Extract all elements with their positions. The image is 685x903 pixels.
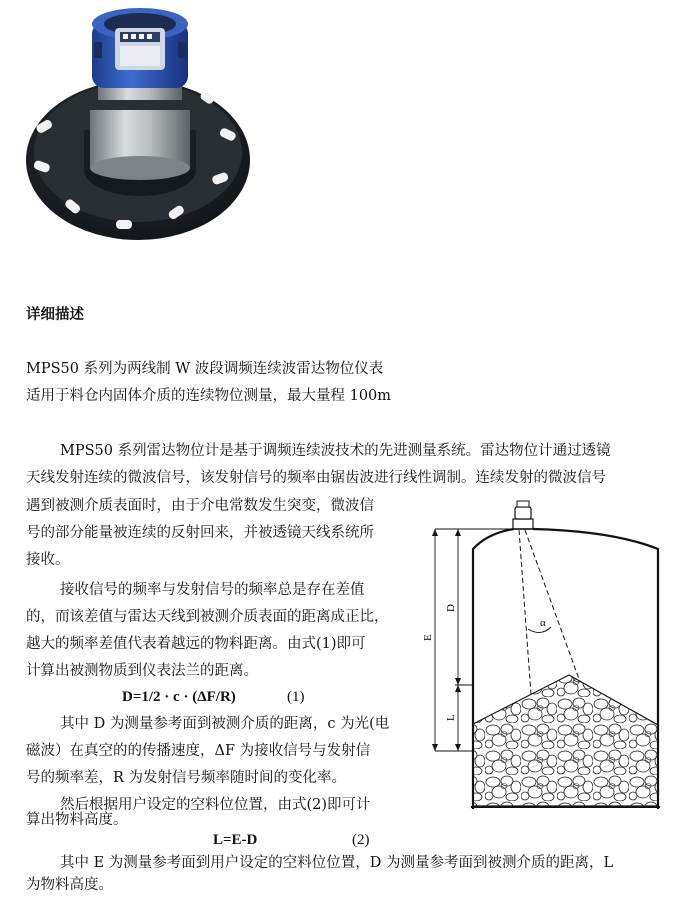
paragraph-line: 为物料高度。 <box>26 877 113 893</box>
paragraph-line: 其中 E 为测量参考面到用户设定的空料位位置，D 为测量参考面到被测介质的距离，L <box>60 855 614 871</box>
paragraph-line: 号的部分能量被连续的反射回来，并被透镜天线系统所 <box>26 525 374 541</box>
paragraph-line: 磁波）在真空的的传播速度，ΔF 为接收信号与发射信 <box>26 743 371 759</box>
paragraph-line: 算出物料高度。 <box>26 812 128 828</box>
paragraph-line: 其中 D 为测量参考面到被测介质的距离，c 为光(电 <box>60 716 390 732</box>
paragraph-line: 然后根据用户设定的空料位位置，由式(2)即可计 <box>60 797 371 813</box>
paragraph-line: MPS50 系列雷达物位计是基于调频连续波技术的先进测量系统。雷达物位计通过透镜 <box>60 443 611 459</box>
formula-2: L=E-D <box>213 832 258 848</box>
paragraph-line: 号的频率差，R 为发射信号频率随时间的变化率。 <box>26 770 347 786</box>
formula-2-number: (2) <box>352 832 370 848</box>
paragraph-line: 天线发射连续的微波信号，该发射信号的频率由锯齿波进行线性调制。连续发射的微波信号 <box>26 470 606 486</box>
paragraph-line: 的，而该差值与雷达天线到被测介质表面的距离成正比， <box>26 609 389 625</box>
paragraph-line: 越大的频率差值代表着越远的物料距离。由式(1)即可 <box>26 636 366 652</box>
paragraph-line: 接收信号的频率与发射信号的频率总是存在差值 <box>60 582 365 598</box>
intro-line: MPS50 系列为两线制 W 波段调频连续波雷达物位仪表 <box>26 361 384 377</box>
formula-1-number: (1) <box>287 689 305 705</box>
product-image <box>20 2 260 247</box>
intro-line: 适用于料仓内固体介质的连续物位测量，最大量程 100m <box>26 388 392 404</box>
paragraph-line: 遇到被测介质表面时，由于介电常数发生突变，微波信 <box>26 498 374 514</box>
d-label: D <box>445 604 457 612</box>
paragraph-line: 接收。 <box>26 552 70 568</box>
alpha-label: α <box>540 617 546 629</box>
l-label: L <box>445 714 457 721</box>
e-label: E <box>422 634 434 641</box>
section-title: 详细描述 <box>26 306 84 323</box>
silo-diagram <box>413 489 663 816</box>
paragraph-line: 计算出被测物质到仪表法兰的距离。 <box>26 663 258 679</box>
formula-1: D=1/2 · c · (ΔF/R) <box>122 689 236 705</box>
